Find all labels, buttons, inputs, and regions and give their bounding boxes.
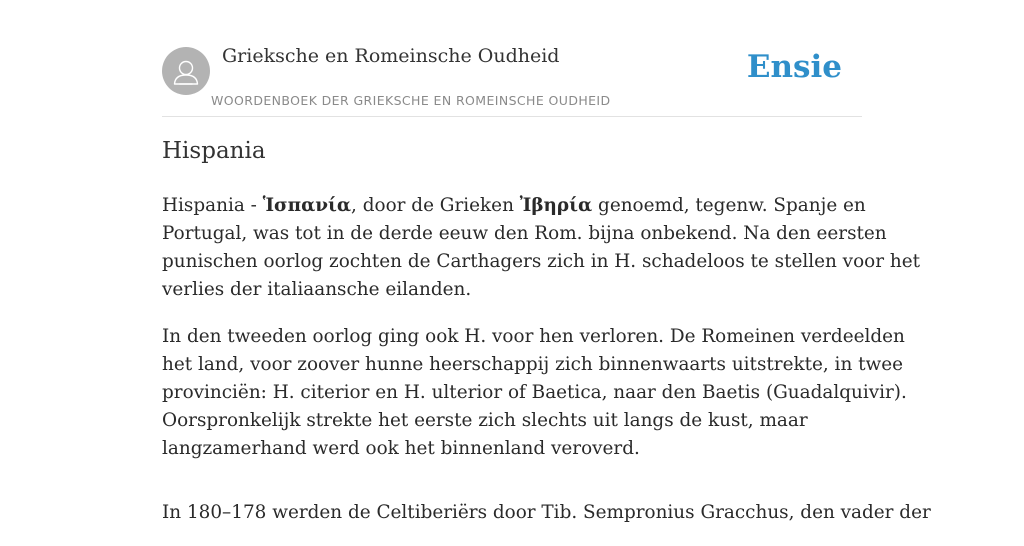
text-segment: Hispania -	[162, 195, 263, 216]
text-segment: genoemd, tegenw. Spanje en	[592, 195, 866, 216]
text-line: Portugal, was tot in de derde eeuw den Rom. bijna onbekend. Na den eersten	[162, 223, 887, 244]
text-line: In den tweeden oorlog ging ook H. voor hen verloren. De Romeinen verdeelden	[162, 326, 905, 347]
text-segment: , door de Grieken	[351, 195, 520, 216]
paragraph-3	[162, 499, 931, 527]
page-title: Hispania	[162, 138, 266, 164]
text-line: het land, voor zoover hunne heerschappij zich binnenwaarts uitstrekte, in twee	[162, 354, 904, 375]
text-line: provinciën: H. citerior en H. ulterior of Baetica, naar den Baetis (Guadalquivir).	[162, 382, 907, 403]
site-header	[162, 40, 862, 117]
text-line: langzamerhand werd ook het binnenland veroverd.	[162, 438, 640, 459]
site-subtitle: WOORDENBOEK DER GRIEKSCHE EN ROMEINSCHE OUDHEID	[211, 93, 611, 108]
greek-term: Ἰβηρία	[519, 195, 593, 216]
brand-logo-link[interactable]: Ensie	[746, 49, 842, 85]
user-icon	[162, 47, 210, 95]
text-line: punischen oorlog zochten de Carthagers zich in H. schadeloos te stellen voor het	[162, 251, 920, 272]
paragraph-2	[162, 323, 907, 463]
text-line: In 180–178 werden de Celtiberiërs door Tib. Sempronius Gracchus, den vader der	[162, 502, 931, 523]
avatar[interactable]	[162, 47, 210, 95]
text-line: verlies der italiaansche eilanden.	[162, 279, 472, 300]
site-title[interactable]: Grieksche en Romeinsche Oudheid	[222, 45, 560, 67]
greek-term: Ἱσπανία	[262, 195, 352, 216]
entry-content	[162, 192, 931, 546]
text-line: Oorspronkelijk strekte het eerste zich slechts uit langs de kust, maar	[162, 410, 808, 431]
paragraph-1	[162, 192, 920, 304]
